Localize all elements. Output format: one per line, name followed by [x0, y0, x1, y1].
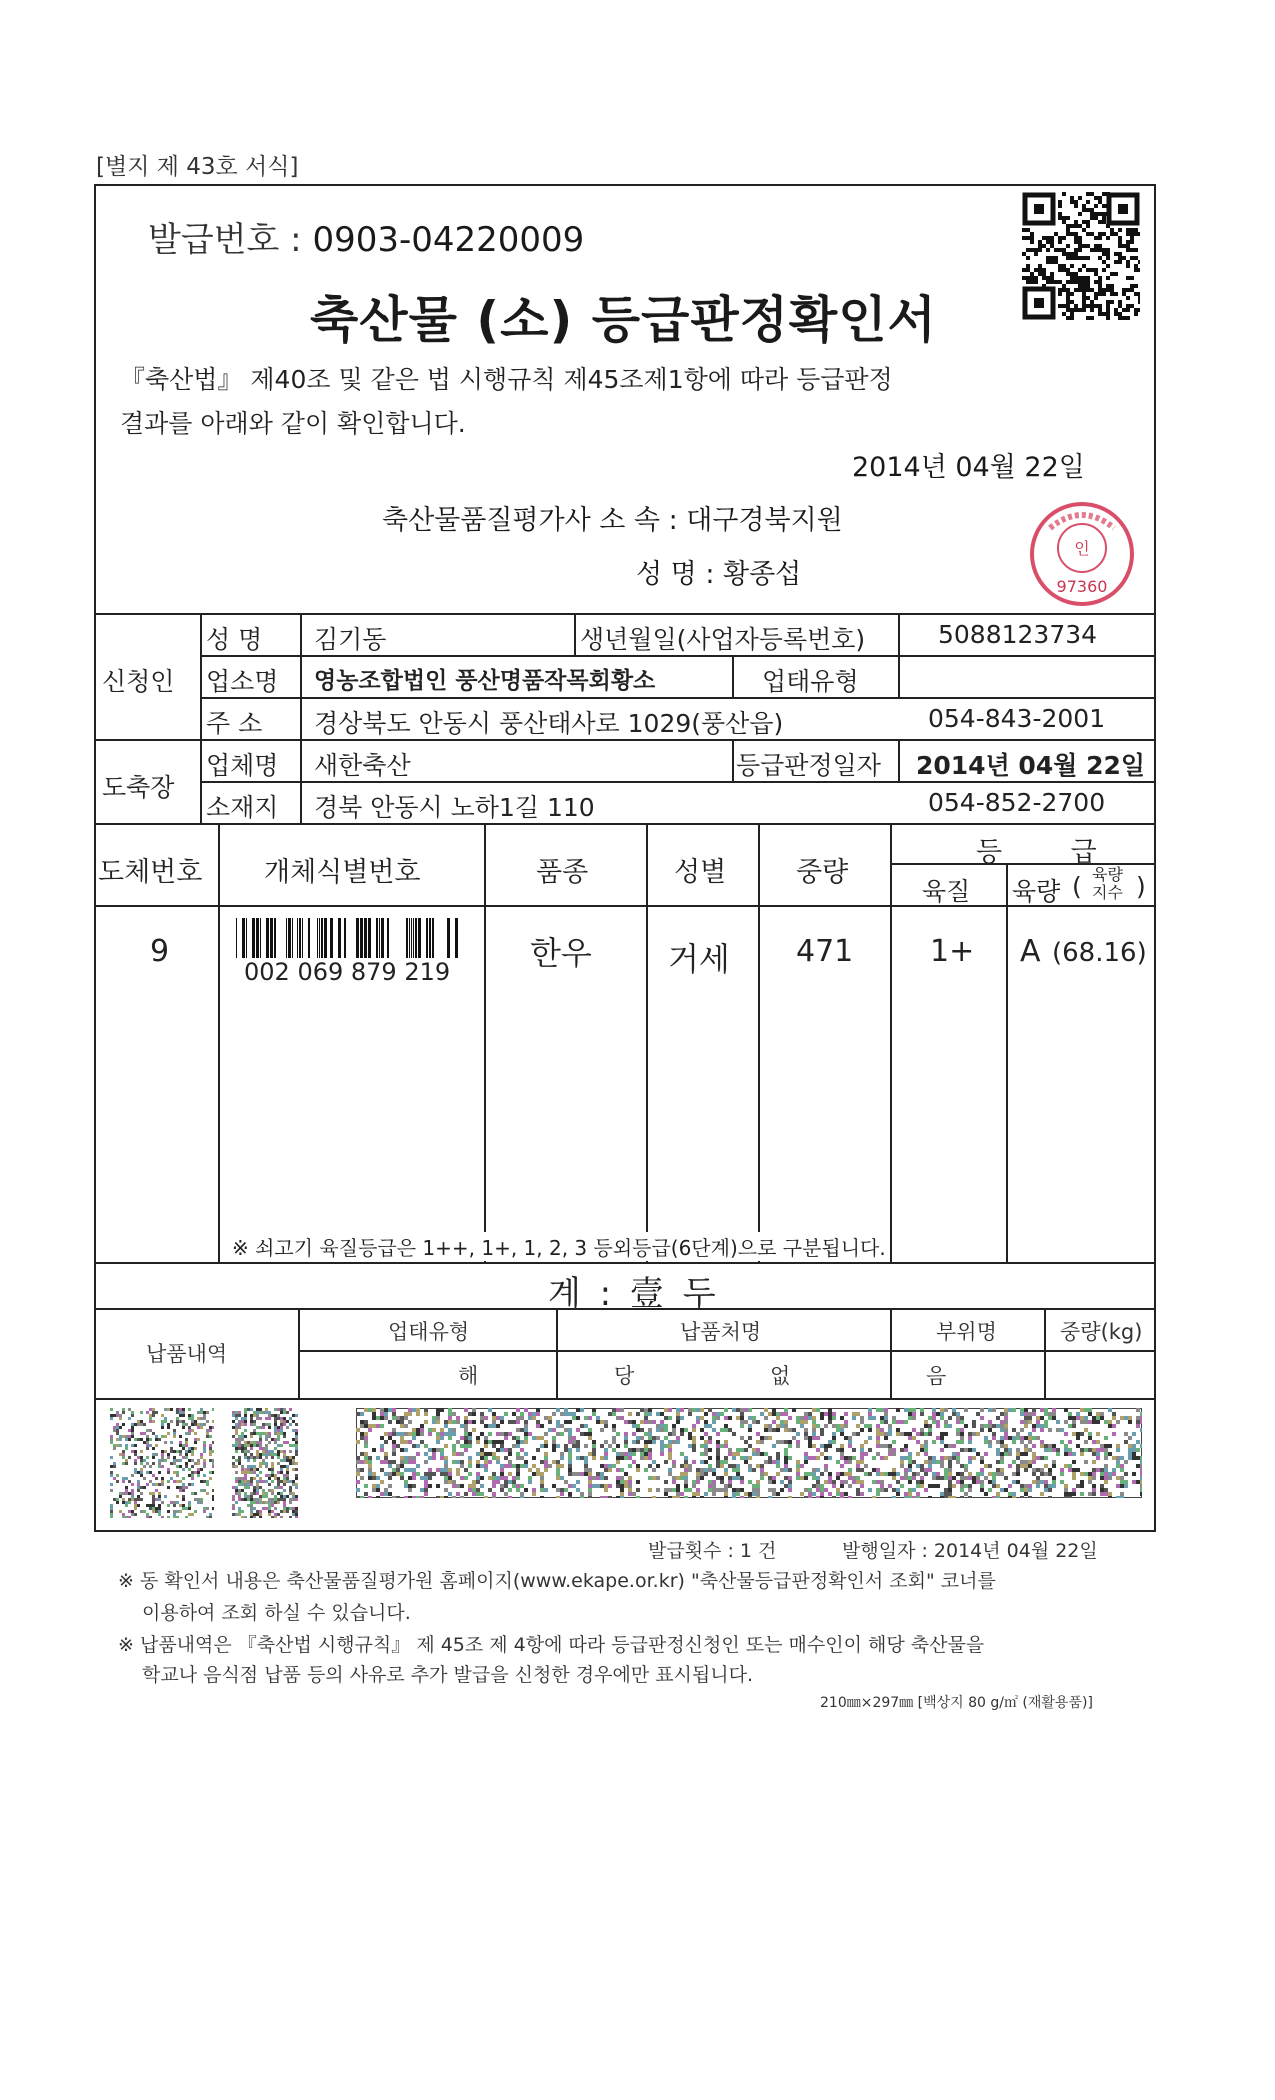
delivery-type-header: 업태유형	[388, 1320, 470, 1344]
delivery-value-4: 음	[926, 1364, 947, 1388]
evaluator-name: 성 명 : 황종섭	[636, 559, 802, 590]
sex-header: 성별	[674, 857, 727, 888]
intro-line-1: 『축산법』 제40조 및 같은 법 시행규칙 제45조제1항에 따라 등급판정	[120, 365, 893, 394]
address-label: 주 소	[206, 709, 263, 738]
carcass-number: 9	[150, 934, 170, 969]
rule	[898, 655, 900, 697]
grading-date-label: 등급판정일자	[736, 751, 881, 780]
rule	[646, 823, 648, 1262]
issue-count: 발급횟수 : 1 건	[648, 1540, 777, 1562]
footnote-2a: ※ 납품내역은 『축산법 시행규칙』 제 45조 제 4항에 따라 등급판정신청인 또는 매수인이 해당 축산물을	[118, 1634, 985, 1656]
delivery-value-2: 당	[614, 1364, 635, 1388]
issue-label: 발급번호 :	[148, 220, 302, 260]
seal-number: 97360	[1056, 577, 1108, 596]
total-count: 계 : 壹 두	[548, 1274, 720, 1314]
carcass-number-header: 도체번호	[98, 857, 203, 888]
rule	[94, 1262, 1156, 1264]
weight-value: 471	[796, 934, 854, 969]
svg-text:인: 인	[1074, 539, 1090, 558]
barcode-number: 002 069 879 219	[244, 958, 451, 986]
rule	[300, 613, 302, 823]
breed-value: 한우	[530, 934, 592, 972]
rule	[898, 613, 900, 655]
rule	[94, 1398, 1156, 1400]
yield-paren-close: )	[1136, 872, 1146, 901]
grading-date: 2014년 04월 22일	[916, 751, 1146, 780]
birth-number: 5088123734	[938, 620, 1098, 649]
breed-header: 품종	[536, 857, 589, 888]
rule	[732, 655, 734, 697]
yield-index-bottom: 지수	[1092, 883, 1123, 902]
intro-paragraph	[120, 358, 1080, 446]
rule	[484, 823, 486, 1262]
evaluator-affiliation: 축산물품질평가사 소 속 : 대구경북지원	[382, 505, 843, 536]
rule	[758, 823, 760, 1262]
applicant-section-label: 신청인	[102, 667, 175, 696]
applicant-name: 김기동	[314, 625, 387, 654]
company-label: 업체명	[206, 751, 279, 780]
grade-header: 등 급	[976, 837, 1127, 868]
rule	[556, 1308, 558, 1398]
issue-date: 2014년 04월 22일	[852, 452, 1085, 483]
rule	[574, 613, 576, 655]
rule	[200, 697, 1156, 699]
rule	[218, 823, 220, 1262]
applicant-address: 경상북도 안동시 풍산태사로 1029(풍산읍)	[314, 709, 784, 738]
business-type-label: 업태유형	[762, 667, 859, 696]
rule	[890, 1308, 892, 1398]
business-name-label: 업소명	[206, 667, 279, 696]
identification-number-header: 개체식별번호	[264, 857, 421, 888]
quality-header: 육질	[922, 877, 971, 906]
rule	[200, 613, 202, 823]
rule	[94, 613, 1156, 615]
rule	[1044, 1308, 1046, 1398]
quality-grade-value: 1+	[930, 934, 975, 969]
issue-number: 0903-04220009	[312, 220, 585, 260]
qr-code	[1022, 192, 1140, 320]
rule	[890, 823, 892, 1262]
data-barcode-1	[110, 1408, 214, 1518]
slaughter-phone: 054-852-2700	[928, 788, 1106, 817]
delivery-place-header: 납품처명	[680, 1320, 762, 1344]
form-tag: [별지 제 43호 서식]	[96, 154, 299, 180]
paper-spec: 210㎜×297㎜ [백상지 80 g/㎡ (재활용품)]	[820, 1695, 1093, 1711]
footnote-2b: 학교나 음식점 납품 등의 사유로 추가 발급을 신청한 경우에만 표시됩니다.	[142, 1664, 754, 1686]
intro-line-2: 결과를 아래와 같이 확인합니다.	[120, 409, 466, 438]
slaughter-company: 새한축산	[314, 751, 411, 780]
yield-header: 육량	[1012, 877, 1061, 906]
issue-number-line	[148, 212, 584, 261]
yield-paren-open: (	[1072, 872, 1082, 901]
yield-index-value: (68.16)	[1052, 938, 1147, 968]
applicant-name-label: 성 명	[206, 625, 263, 654]
rule	[298, 1350, 1156, 1352]
issue-date-footer: 발행일자 : 2014년 04월 22일	[842, 1540, 1098, 1562]
yield-index-top: 육량	[1092, 865, 1123, 884]
birth-label: 생년월일(사업자등록번호)	[580, 625, 866, 654]
yield-grade-value: A	[1020, 934, 1041, 969]
business-name: 영농조합법인 풍산명품작목회황소	[314, 668, 656, 694]
rule	[298, 1308, 300, 1398]
document-title: 축산물 (소) 등급판정확인서	[310, 291, 937, 349]
grade-note: ※ 쇠고기 육질등급은 1++, 1+, 1, 2, 3 등외등급(6단계)으로 구분됩니다.	[232, 1232, 886, 1261]
rule	[898, 739, 900, 781]
barcode	[236, 918, 460, 958]
weight-header: 중량	[796, 857, 849, 888]
delivery-value-3: 없	[770, 1364, 791, 1388]
delivery-label: 납품내역	[146, 1342, 228, 1366]
official-seal	[1026, 498, 1138, 610]
rule	[1006, 863, 1008, 1262]
footnote-1a: ※ 동 확인서 내용은 축산물품질평가원 홈페이지(www.ekape.or.kr) "축산물등급판정확인서 조회" 코너를	[118, 1570, 996, 1592]
slaughter-location: 경북 안동시 노하1길 110	[314, 793, 595, 822]
data-barcode-3	[356, 1408, 1142, 1498]
footnote-1b: 이용하여 조회 하실 수 있습니다.	[142, 1602, 411, 1624]
delivery-value-1: 해	[458, 1364, 479, 1388]
location-label: 소재지	[206, 793, 279, 822]
applicant-phone: 054-843-2001	[928, 704, 1106, 733]
delivery-part-header: 부위명	[936, 1320, 997, 1344]
sex-value: 거세	[668, 940, 730, 978]
data-barcode-2	[232, 1408, 298, 1518]
rule	[94, 905, 1156, 907]
slaughter-section-label: 도축장	[102, 773, 175, 802]
delivery-weight-header: 중량(kg)	[1060, 1320, 1143, 1344]
rule	[732, 739, 734, 781]
